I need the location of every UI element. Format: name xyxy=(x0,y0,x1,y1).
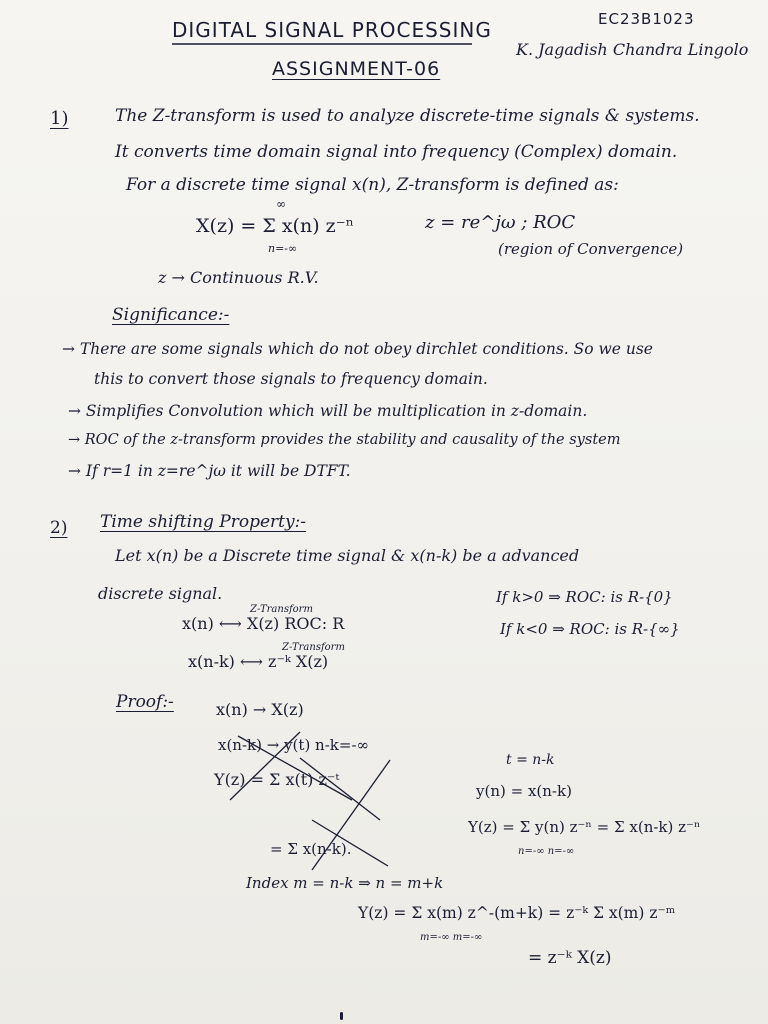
sum-upper-limit: ∞ xyxy=(276,197,286,211)
transform-pair-1-arrow-label: Z-Transform xyxy=(250,604,313,615)
significance-bullet-1: → There are some signals which do not obey dirchlet conditions. So we use xyxy=(62,340,653,358)
transform-pair-2: x(n-k) ⟷ z⁻ᵏ X(z) xyxy=(188,652,329,671)
question-1-number: 1) xyxy=(50,108,69,129)
y-of-z-expansion: Y(z) = Σ y(n) z⁻ⁿ = Σ x(n-k) z⁻ⁿ xyxy=(468,818,701,836)
significance-bullet-2: → Simplifies Convolution which will be multiplication in z-domain. xyxy=(68,402,588,420)
q2-line-2: discrete signal. xyxy=(98,584,223,603)
z-random-variable: z → Continuous R.V. xyxy=(158,268,319,287)
significance-bullet-4: → If r=1 in z=re^jω it will be DTFT. xyxy=(68,462,351,480)
roc-condition-2: If k<0 ⇒ ROC: is R-{∞} xyxy=(500,620,680,638)
index-substitution: Index m = n-k ⇒ n = m+k xyxy=(246,874,444,892)
proof-line-4: = Σ x(n-k). xyxy=(270,840,352,858)
proof-heading: Proof:- xyxy=(116,692,174,712)
pen-mark xyxy=(340,1012,343,1020)
significance-bullet-3: → ROC of the z-transform provides the stability and causality of the system xyxy=(68,432,621,448)
author-name: K. Jagadish Chandra Lingolo xyxy=(516,40,749,59)
sum-lower-limit: n=-∞ xyxy=(268,242,298,255)
significance-heading: Significance:- xyxy=(112,305,230,325)
z-transform-definition: X(z) = Σ x(n) z⁻ⁿ xyxy=(196,215,354,237)
proof-line-1: x(n) → X(z) xyxy=(216,700,304,719)
substitution-t: t = n-k xyxy=(506,752,555,768)
transform-pair-1: x(n) ⟷ X(z) ROC: R xyxy=(182,614,345,633)
significance-bullet-1-cont: this to convert those signals to frequency domain. xyxy=(94,370,488,388)
proof-line-2: x(n-k) → y(t) n-k=-∞ xyxy=(218,736,370,754)
final-derivation: Y(z) = Σ x(m) z^-(m+k) = z⁻ᵏ Σ x(m) z⁻ᵐ xyxy=(358,904,676,922)
substitution-y: y(n) = x(n-k) xyxy=(476,782,572,800)
question-2-number: 2) xyxy=(50,518,68,538)
roc-note: (region of Convergence) xyxy=(498,240,684,258)
assignment-subtitle: ASSIGNMENT-06 xyxy=(272,58,441,80)
q1-line-1: The Z-transform is used to analyze discrete-time signals & systems. xyxy=(115,106,700,126)
roc-condition-1: If k>0 ⇒ ROC: is R-{0} xyxy=(496,588,673,606)
y-of-z-bounds: n=-∞ n=-∞ xyxy=(518,846,575,857)
final-result: = z⁻ᵏ X(z) xyxy=(528,948,612,968)
time-shifting-heading: Time shifting Property:- xyxy=(100,512,307,532)
q1-line-3: For a discrete time signal x(n), Z-transform is defined as: xyxy=(126,175,619,195)
q2-line-1: Let x(n) be a Discrete time signal & x(n-k) be a advanced xyxy=(115,546,580,565)
proof-line-3: Y(z) = Σ x(t) z⁻ᵗ xyxy=(214,770,340,789)
z-definition: z = re^jω ; ROC xyxy=(425,212,576,233)
page-title: DIGITAL SIGNAL PROCESSING xyxy=(172,18,492,42)
final-derivation-bounds: m=-∞ m=-∞ xyxy=(420,932,483,943)
transform-pair-2-arrow-label: Z-Transform xyxy=(282,642,345,653)
q1-line-2: It converts time domain signal into frequency (Complex) domain. xyxy=(115,142,678,162)
roll-number: EC23B1023 xyxy=(598,10,695,28)
